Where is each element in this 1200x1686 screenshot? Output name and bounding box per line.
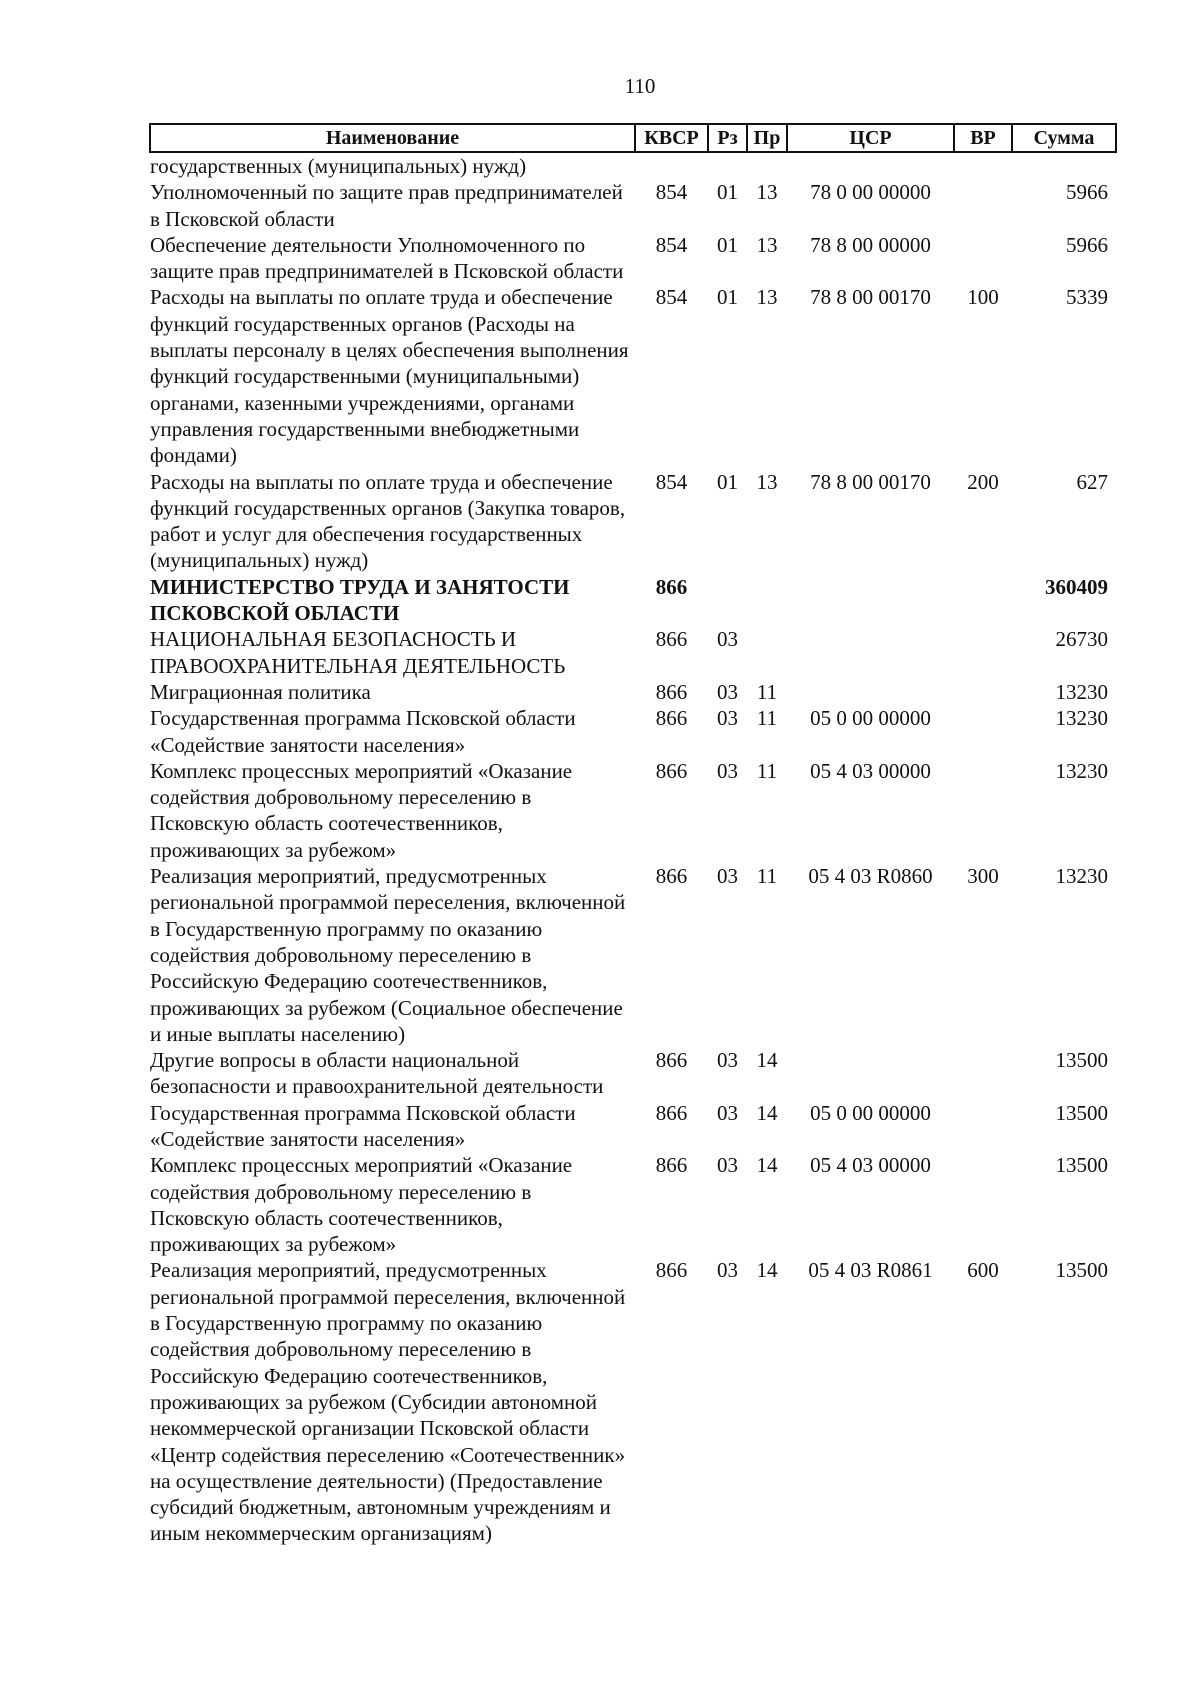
cell-sum: 13230	[1055, 679, 1108, 704]
table-row	[150, 1047, 1116, 1100]
cell-name: МИНИСТЕРСТВО ТРУДА И ЗАНЯТОСТИ ПСКОВСКОЙ ОБЛАСТИ	[150, 574, 570, 626]
cell-sum: 5339	[1066, 285, 1108, 310]
cell-pr	[747, 626, 787, 679]
cell-name: Уполномоченный по защите прав предпринимателей в Псковской области	[150, 180, 623, 231]
cell-rz: 03	[717, 706, 738, 731]
cell-kvsr: 866	[655, 706, 688, 731]
cell-sum: 13500	[1055, 1100, 1108, 1125]
header-rz: Рз	[708, 124, 747, 152]
cell-vr	[954, 152, 1012, 179]
cell-rz: 01	[717, 180, 738, 205]
cell-pr: 14	[756, 1258, 778, 1283]
cell-csr: 78 8 00 00000	[810, 232, 931, 257]
cell-rz	[708, 152, 747, 179]
cell-pr: 11	[756, 679, 778, 704]
cell-vr	[954, 679, 1012, 705]
cell-pr: 11	[756, 864, 778, 889]
cell-name: Другие вопросы в области национальной безопасности и правоохранительной деятельности	[150, 1048, 604, 1099]
cell-kvsr: 854	[655, 232, 688, 257]
page-number: 110	[624, 74, 656, 98]
cell-pr: 13	[756, 469, 778, 494]
cell-sum: 13500	[1055, 1153, 1108, 1178]
cell-csr: 05 4 03 R0861	[808, 1258, 933, 1283]
cell-csr: 05 4 03 R0860	[808, 864, 933, 889]
table-row	[150, 1257, 1116, 1546]
cell-name: Миграционная политика	[150, 679, 371, 704]
header-pr: Пр	[747, 124, 787, 152]
cell-name: Государственная программа Псковской области «Содействие занятости населения»	[150, 706, 576, 757]
cell-name: государственных (муниципальных) нужд)	[150, 154, 527, 178]
cell-name: Реализация мероприятий, предусмотренных региональной программой переселения, включенной в Государственную программу по оказанию содействия добровольному переселению в Российскую Федерацию соотечественников, проживающих за рубежом (Субсидии автономной некоммерческой организации Псковской области «Центр содействия переселению «Соотечественник» на осуществление деятельности) (Предоставление субсидий бюджетным, автономным учреждениям и иным некоммерческим организациям)	[150, 1258, 626, 1546]
cell-rz: 03	[717, 864, 738, 889]
cell-csr	[787, 626, 954, 679]
cell-vr	[954, 626, 1012, 679]
cell-vr	[954, 574, 1012, 627]
cell-sum: 26730	[1055, 627, 1108, 652]
cell-rz: 01	[717, 469, 738, 494]
cell-kvsr: 866	[655, 1100, 688, 1125]
cell-csr: 78 0 00 00000	[810, 180, 931, 205]
cell-pr: 14	[756, 1153, 778, 1178]
cell-pr: 14	[756, 1100, 778, 1125]
cell-rz: 03	[717, 758, 738, 783]
cell-csr: 78 8 00 00170	[810, 285, 931, 310]
table-header	[150, 124, 1116, 152]
cell-sum: 13500	[1055, 1258, 1108, 1283]
cell-sum: 13230	[1055, 706, 1108, 731]
cell-name: Расходы на выплаты по оплате труда и обеспечение функций государственных органов (Закупка товаров, работ и услуг для обеспечения государственных (муниципальных) нужд)	[150, 469, 626, 573]
cell-rz: 03	[717, 1100, 738, 1125]
cell-sum: 13230	[1055, 758, 1108, 783]
cell-kvsr: 866	[655, 1258, 688, 1283]
cell-csr: 05 0 00 00000	[810, 1100, 931, 1125]
cell-csr: 78 8 00 00170	[810, 469, 931, 494]
cell-rz	[708, 574, 747, 627]
cell-csr: 05 4 03 00000	[810, 758, 931, 783]
cell-name: Расходы на выплаты по оплате труда и обеспечение функций государственных органов (Расходы на выплаты персоналу в целях обеспечения выполнения функций государственными (муниципальными) органами, казенными учреждениями, органами управления государственными внебюджетными фондами)	[150, 285, 629, 468]
cell-pr	[747, 152, 787, 179]
header-kvsr: КВСР	[635, 124, 708, 152]
cell-rz: 03	[717, 679, 738, 704]
cell-vr	[954, 1100, 1012, 1153]
cell-kvsr	[635, 152, 708, 179]
cell-kvsr: 866	[655, 627, 688, 652]
header-csr: ЦСР	[787, 124, 954, 152]
header-name: Наименование	[150, 124, 635, 152]
table-row	[150, 705, 1116, 758]
cell-vr	[954, 1152, 1012, 1257]
cell-csr	[787, 574, 954, 627]
cell-csr	[787, 679, 954, 705]
cell-pr: 14	[756, 1048, 778, 1073]
table-row	[150, 626, 1116, 679]
cell-rz: 03	[717, 1258, 738, 1283]
cell-vr: 300	[967, 864, 999, 889]
cell-kvsr: 866	[655, 574, 688, 599]
cell-sum: 627	[1076, 469, 1108, 494]
cell-kvsr: 854	[655, 469, 688, 494]
cell-vr	[954, 232, 1012, 285]
table-row	[150, 758, 1116, 863]
cell-vr	[954, 179, 1012, 232]
cell-kvsr: 854	[655, 180, 688, 205]
cell-name: НАЦИОНАЛЬНАЯ БЕЗОПАСНОСТЬ И ПРАВООХРАНИТЕЛЬНАЯ ДЕЯТЕЛЬНОСТЬ	[150, 627, 566, 678]
table-row	[150, 1100, 1116, 1153]
cell-rz: 03	[717, 1048, 738, 1073]
cell-name: Комплекс процессных мероприятий «Оказание содействия добровольному переселению в Псковскую область соотечественников, проживающих за рубежом»	[150, 758, 573, 862]
cell-sum: 13500	[1055, 1048, 1108, 1073]
cell-sum: 5966	[1066, 232, 1108, 257]
cell-rz: 03	[717, 1153, 738, 1178]
table-row	[150, 1152, 1116, 1257]
table-row	[150, 152, 1116, 179]
cell-rz: 03	[717, 627, 738, 652]
cell-kvsr: 866	[655, 679, 688, 704]
table-row	[150, 284, 1116, 468]
cell-pr: 11	[756, 706, 778, 731]
cell-vr	[954, 705, 1012, 758]
cell-vr: 100	[967, 285, 999, 310]
header-vr: ВР	[954, 124, 1012, 152]
table-row	[150, 679, 1116, 705]
cell-pr: 13	[756, 180, 778, 205]
cell-csr	[787, 1047, 954, 1100]
cell-name: Реализация мероприятий, предусмотренных региональной программой переселения, включенной в Государственную программу по оказанию содействия добровольному переселению в Российскую Федерацию соотечественников, проживающих за рубежом (Социальное обеспечение и иные выплаты населению)	[150, 864, 626, 1046]
cell-csr	[787, 152, 954, 179]
cell-kvsr: 866	[655, 758, 688, 783]
cell-rz: 01	[717, 285, 738, 310]
cell-kvsr: 866	[655, 1048, 688, 1073]
cell-vr	[954, 1047, 1012, 1100]
cell-pr: 11	[756, 758, 778, 783]
cell-kvsr: 866	[655, 1153, 688, 1178]
cell-name: Государственная программа Псковской области «Содействие занятости населения»	[150, 1100, 576, 1151]
cell-vr: 600	[967, 1258, 999, 1283]
cell-rz: 01	[717, 232, 738, 257]
cell-csr: 05 0 00 00000	[810, 706, 931, 731]
cell-vr	[954, 758, 1012, 863]
table-body	[150, 152, 1116, 1547]
cell-pr: 13	[756, 285, 778, 310]
cell-kvsr: 854	[655, 285, 688, 310]
cell-csr: 05 4 03 00000	[810, 1153, 931, 1178]
budget-table	[149, 123, 1117, 1547]
cell-name: Обеспечение деятельности Уполномоченного по защите прав предпринимателей в Псковской области	[150, 232, 624, 284]
cell-sum: 5966	[1066, 180, 1108, 205]
cell-pr: 13	[756, 232, 778, 257]
table-row	[150, 179, 1116, 232]
cell-pr	[747, 574, 787, 627]
cell-sum: 13230	[1055, 864, 1108, 889]
cell-kvsr: 866	[655, 864, 688, 889]
table-row	[150, 574, 1116, 627]
table-row	[150, 469, 1116, 574]
header-sum: Сумма	[1012, 124, 1116, 152]
table-row	[150, 863, 1116, 1047]
cell-vr: 200	[967, 469, 999, 494]
cell-name: Комплекс процессных мероприятий «Оказание содействия добровольному переселению в Псковскую область соотечественников, проживающих за рубежом»	[150, 1153, 573, 1257]
cell-sum	[1012, 152, 1116, 179]
cell-sum: 360409	[1045, 574, 1108, 599]
table-row	[150, 232, 1116, 285]
